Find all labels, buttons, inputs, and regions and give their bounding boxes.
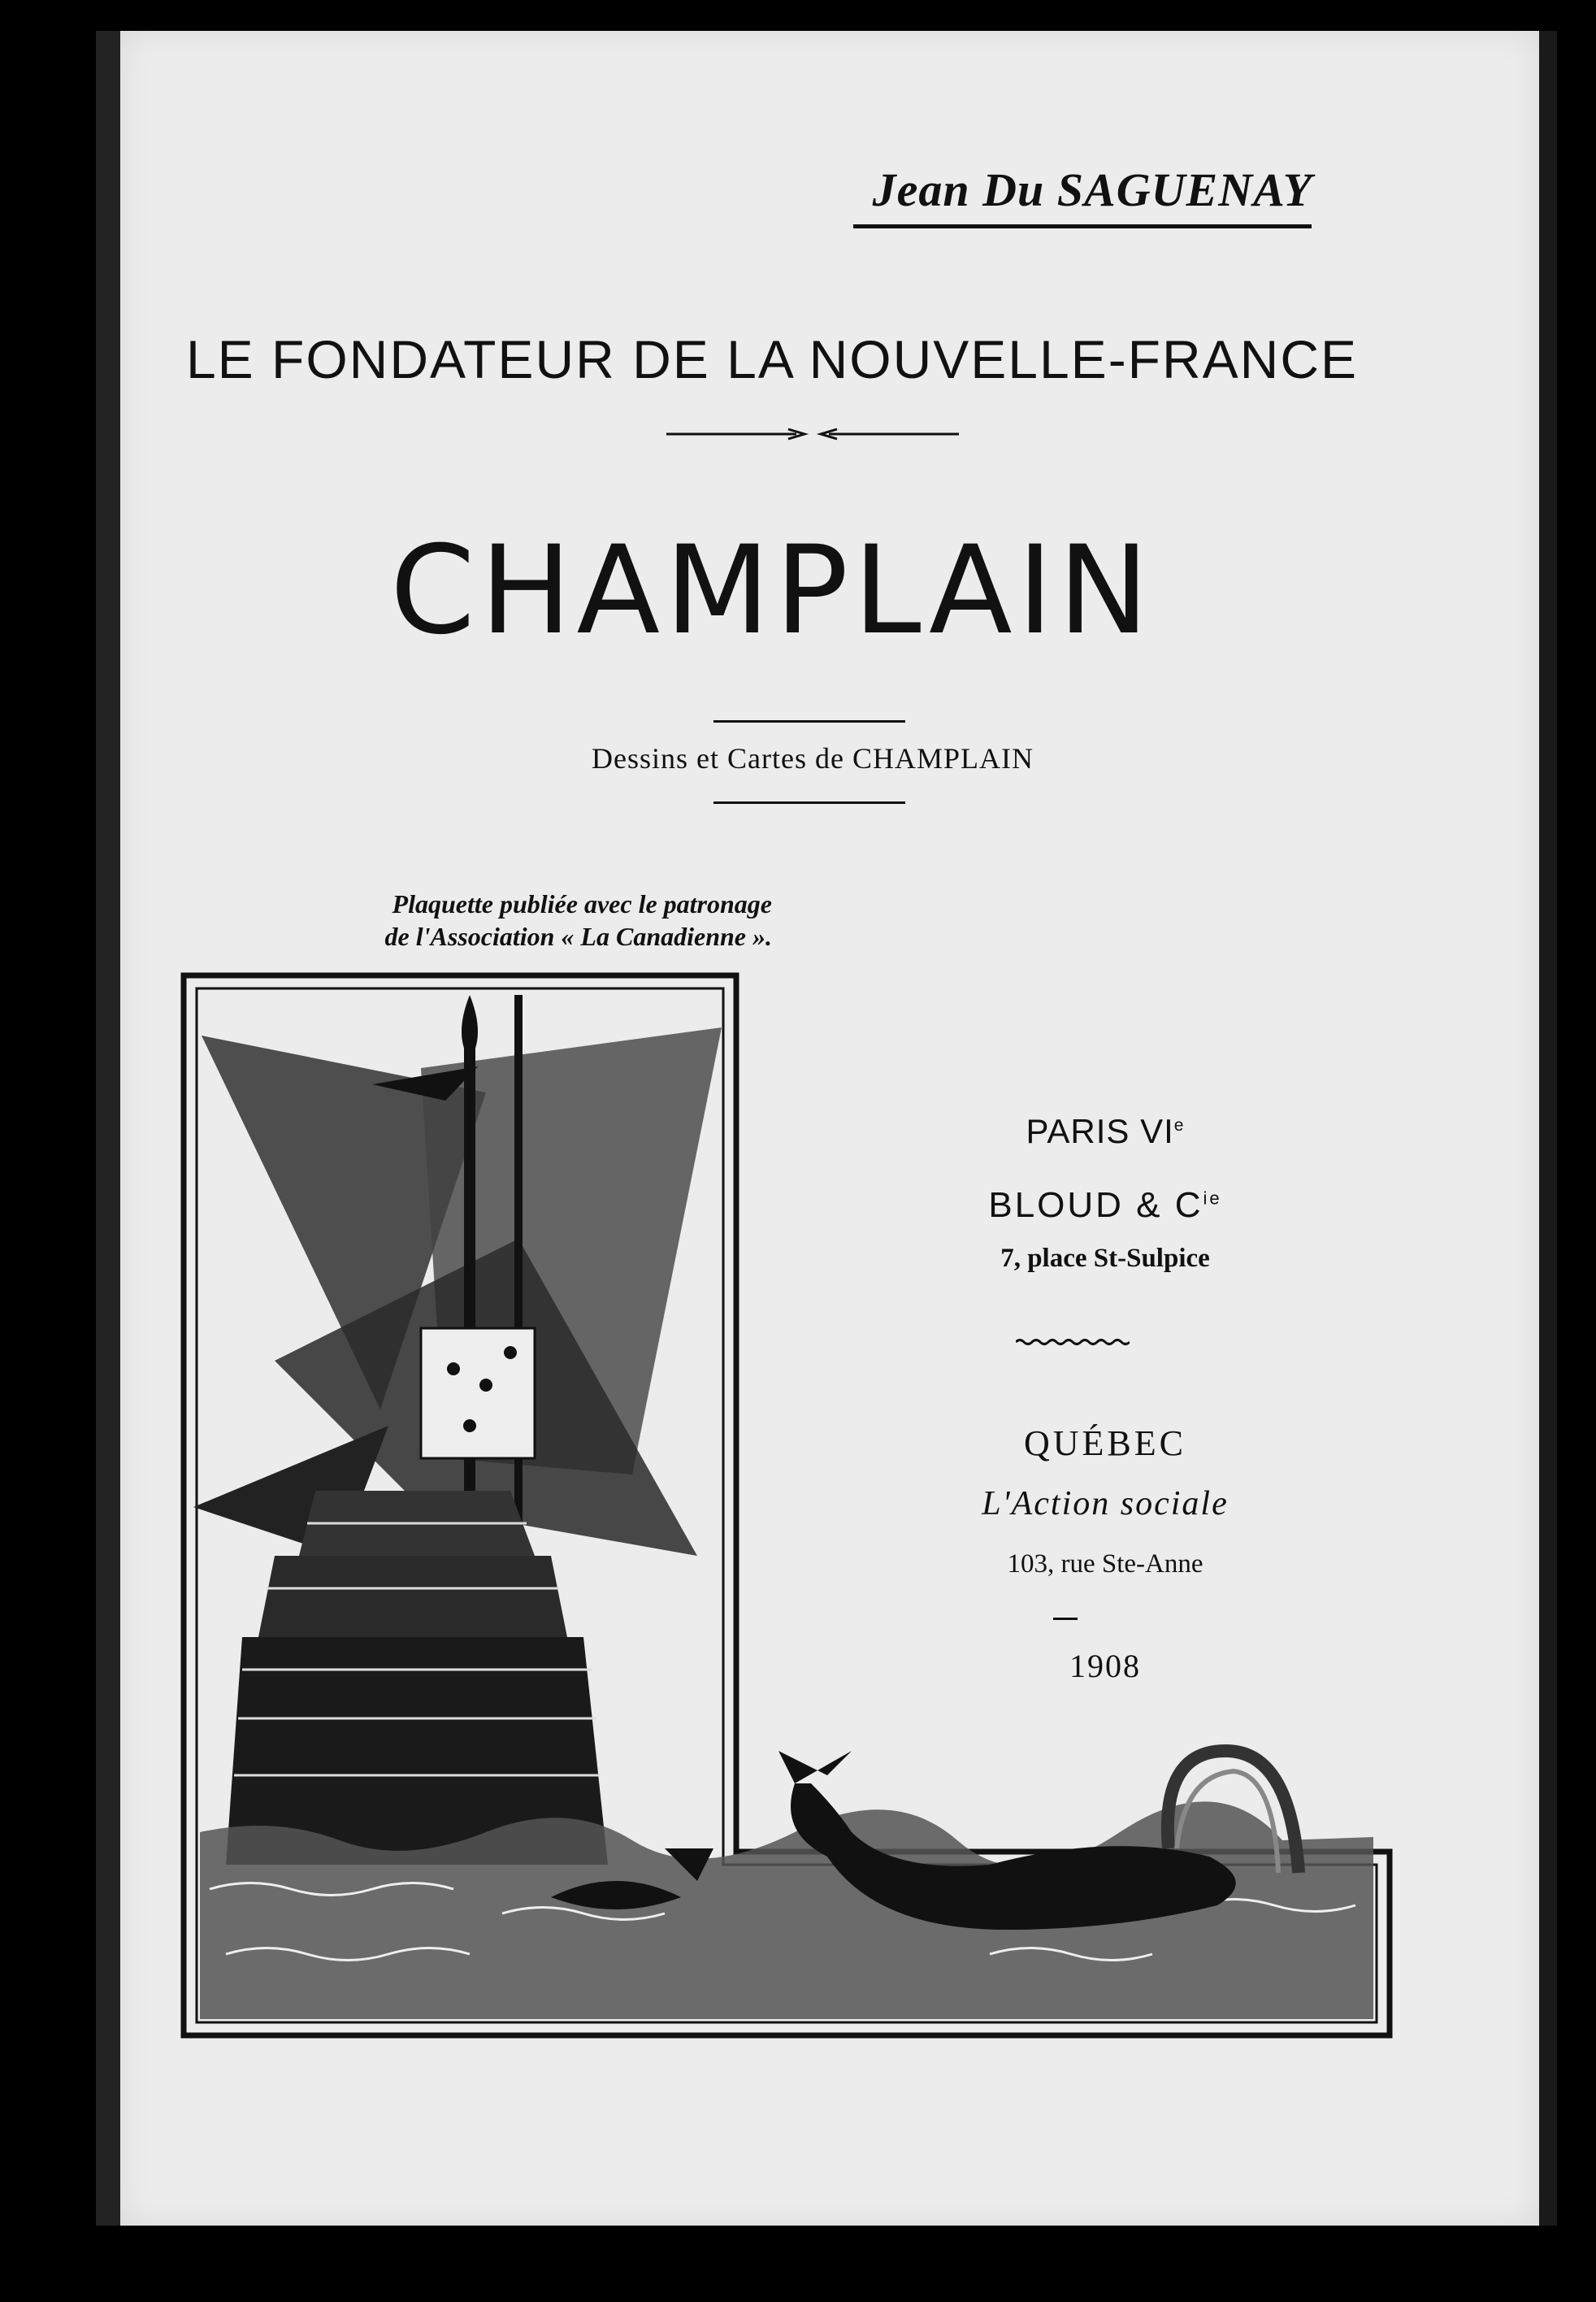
patronage-line-2: de l'Association « La Canadienne ». xyxy=(384,922,772,951)
author-underline xyxy=(853,224,1312,228)
publisher-quebec-name: L'Action sociale xyxy=(982,1485,1229,1522)
main-title: CHAMPLAIN xyxy=(389,520,1155,662)
page-edge-right xyxy=(1539,31,1557,2226)
page-edge-left xyxy=(96,31,120,2226)
subtitle: LE FONDATEUR DE LA NOUVELLE-FRANCE xyxy=(185,329,1359,389)
credit-rule-top xyxy=(713,720,905,723)
publisher-quebec-address: 103, rue Ste-Anne xyxy=(1007,1549,1204,1579)
publisher-quebec-city: QUÉBEC xyxy=(1024,1423,1186,1463)
credit-line: Dessins et Cartes de CHAMPLAIN xyxy=(592,742,1034,775)
patronage-note xyxy=(309,888,772,953)
wavy-divider xyxy=(1016,1336,1130,1348)
author-name: Jean Du SAGUENAY xyxy=(872,163,1312,216)
ornament-divider-top xyxy=(666,426,959,442)
publisher-paris-city: PARIS VIe xyxy=(1026,1112,1185,1150)
publication-year: 1908 xyxy=(1069,1648,1141,1684)
publisher-paris-name: BLOUD & $C^{ie}$ xyxy=(988,1185,1222,1225)
patronage-line-1: Plaquette publiée avec le patronage xyxy=(392,889,772,919)
credit-rule-bottom xyxy=(713,801,905,804)
publisher-paris-address: 7, place St-Sulpice xyxy=(1000,1244,1210,1273)
year-rule xyxy=(1053,1618,1078,1620)
